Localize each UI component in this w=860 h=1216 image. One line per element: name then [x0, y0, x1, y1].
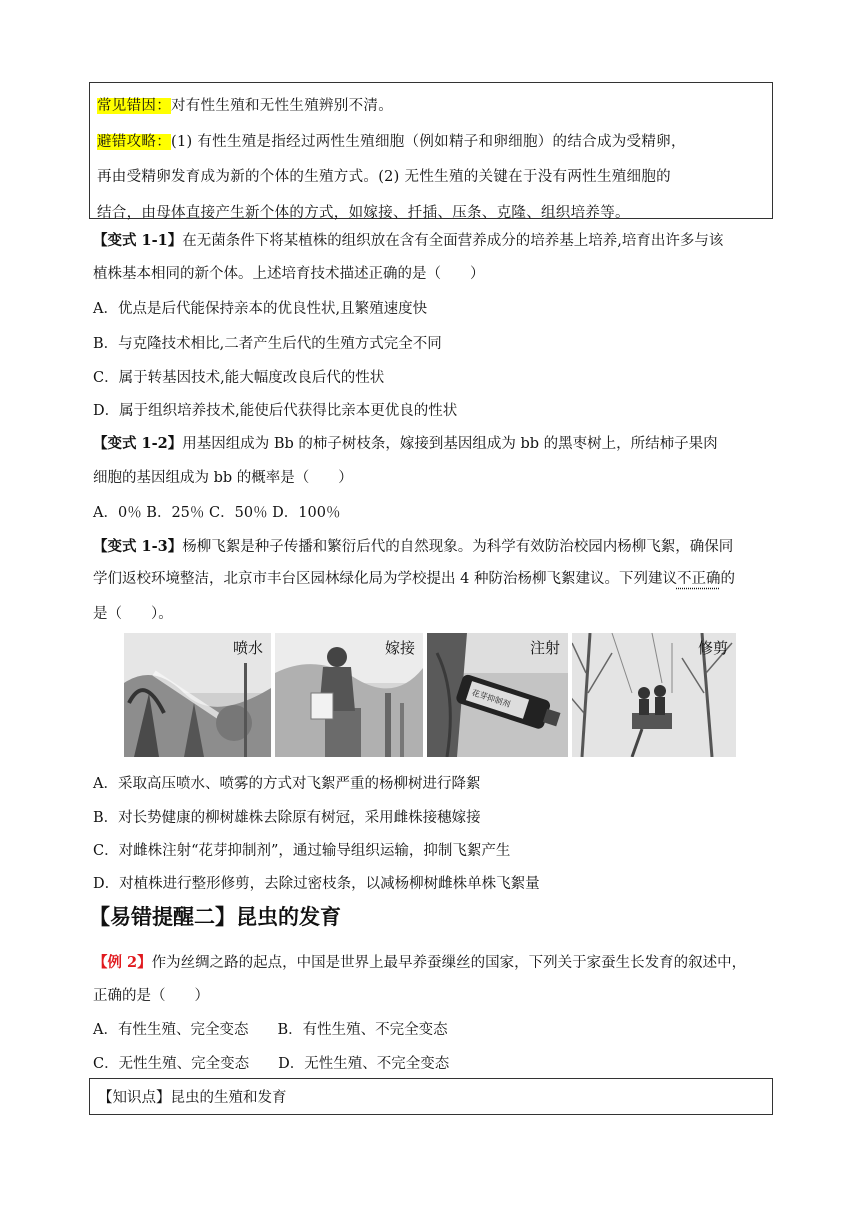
example2-options-row-2: C．无性生殖、完全变态 D．无性生殖、不完全变态 [93, 1056, 450, 1072]
photo-spraying [124, 633, 271, 757]
q1-3-stem-line-2 [93, 567, 735, 588]
example2-options-row-1: A．有性生殖、完全变态 B．有性生殖、不完全变态 [93, 1022, 448, 1038]
error-cause-box [89, 82, 773, 219]
photo-label-spraying: 喷水 [232, 639, 263, 657]
q1-3-stem-2a: 学们返校环境整洁，北京市丰台区园林绿化局为学校提出 4 种防治杨柳飞絮建议。下列建议 [93, 571, 677, 587]
photo-pruning [572, 633, 736, 757]
q1-1-option-d: D．属于组织培养技术,能使后代获得比亲本更优良的性状 [93, 403, 458, 419]
q1-2-tag: 【变式 1-2】 [93, 435, 183, 452]
q1-3-stem-line-3: 是（ ）。 [93, 606, 173, 622]
knowledge-point-box [89, 1078, 773, 1115]
q1-1-stem-1: 在无菌条件下将某植株的组织放在含有全面营养成分的培养基上培养,培育出许多与该 [182, 233, 724, 249]
photo-label-pruning: 修剪 [697, 639, 728, 657]
q1-3-stem-2b: 的 [720, 571, 735, 587]
q1-3-tag: 【变式 1-3】 [93, 538, 183, 555]
q1-3-option-c: C．对雌株注射“花芽抑制剂”，通过输导组织运输，抑制飞絮产生 [93, 843, 511, 859]
section-heading: 【易错提醒二】昆虫的发育 [89, 905, 341, 929]
example2-stem-line-1 [93, 951, 746, 972]
knowledge-point-text: 【知识点】昆虫的生殖和发育 [98, 1090, 287, 1106]
example2-tag: 【例 2】 [93, 954, 152, 971]
q1-3-stem-line-1 [93, 535, 733, 556]
q1-2-stem-line-1 [93, 432, 718, 453]
q1-1-tag: 【变式 1-1】 [93, 232, 183, 249]
q1-1-option-b: B．与克隆技术相比,二者产生后代的生殖方式完全不同 [93, 336, 442, 352]
photo-injection [427, 633, 568, 757]
q1-3-stem-1: 杨柳飞絮是种子传播和繁衍后代的自然现象。为科学有效防治校园内杨柳飞絮，确保同 [182, 539, 734, 555]
cause-text: 对有性生殖和无性生殖辨别不清。 [171, 98, 393, 114]
q1-2-options: A．0％ B．25％ C．50％ D．100％ [93, 505, 341, 521]
strategy-label: 避错攻略： [97, 133, 171, 150]
strategy-text-1: (1) 有性生殖是指经过两性生殖细胞（例如精子和卵细胞）的结合成为受精卵， [171, 133, 686, 150]
emphasis-not-correct: 不正确 [676, 571, 721, 587]
photo-label-grafting: 嫁接 [384, 639, 415, 657]
q1-1-option-a: A．优点是后代能保持亲本的优良性状,且繁殖速度快 [93, 301, 428, 317]
q1-3-option-d: D．对植株进行整形修剪，去除过密枝条，以减杨柳树雌株单株飞絮量 [93, 876, 540, 892]
q1-3-option-b: B．对长势健康的柳树雄株去除原有树冠，采用雌株接穗嫁接 [93, 810, 481, 826]
q1-1-stem-line-2: 植株基本相同的新个体。上述培育技术描述正确的是（ ） [93, 266, 485, 282]
injector-label: 花芽抑制剂 [470, 688, 512, 709]
example2-stem-line-2: 正确的是（ ） [93, 988, 209, 1004]
q1-1-option-c: C．属于转基因技术,能大幅度改良后代的性状 [93, 370, 385, 386]
q1-1-stem-line-1 [93, 229, 723, 250]
strategy-line-2: 再由受精卵发育成为新的个体的生殖方式。(2) 无性生殖的关键在于没有两性生殖细胞的 [97, 169, 671, 185]
photo-label-injection: 注射 [529, 639, 560, 657]
q1-2-stem-1: 用基因组成为 Bb 的柿子树枝条，嫁接到基因组成为 bb 的黑枣树上，所结柿子果肉 [182, 436, 718, 452]
q1-2-stem-line-2: 细胞的基因组成为 bb 的概率是（ ） [93, 470, 353, 486]
photo-grafting [275, 633, 423, 757]
strategy-line-3: 结合，由母体直接产生新个体的方式，如嫁接、扦插、压条、克隆、组织培养等。 [97, 204, 630, 221]
strategy-line-1 [97, 125, 766, 161]
error-cause-line [97, 89, 766, 125]
q1-3-option-a: A．采取高压喷水、喷雾的方式对飞絮严重的杨柳树进行降絮 [93, 776, 481, 792]
cause-label: 常见错因： [97, 98, 171, 114]
example2-stem-1: 作为丝绸之路的起点，中国是世界上最早养蚕缫丝的国家，下列关于家蚕生长发育的叙述中， [151, 955, 747, 971]
